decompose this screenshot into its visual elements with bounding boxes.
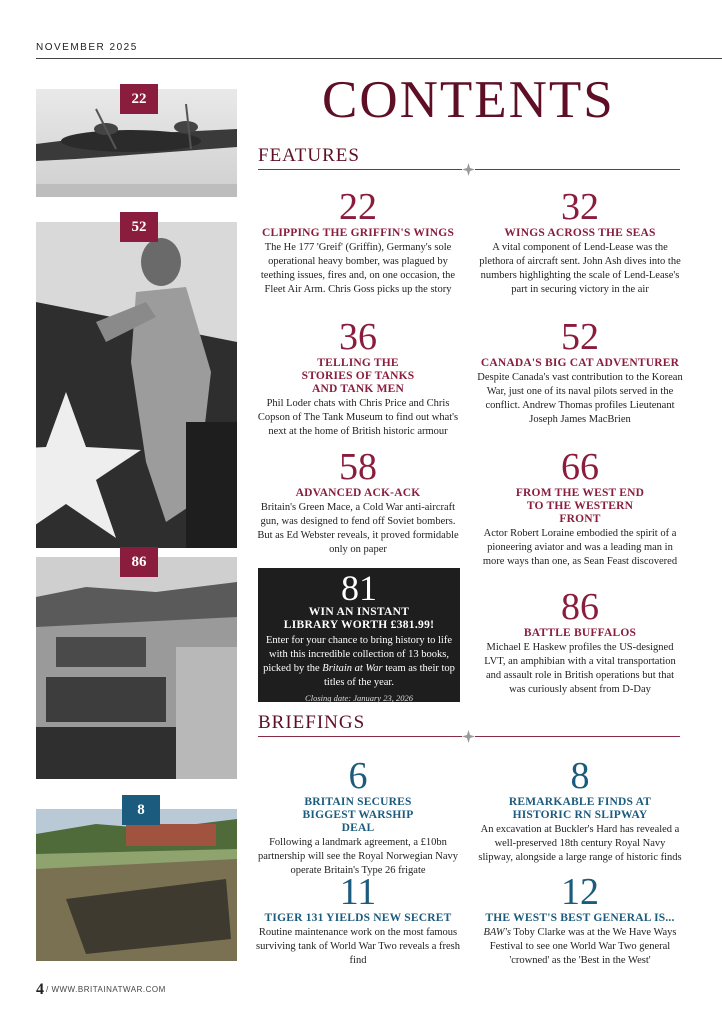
features-heading: FEATURES <box>258 145 360 166</box>
entry-page-number: 11 <box>339 871 377 913</box>
promo-description: Enter for your chance to bring history to life with this incredible collection of 13 books, picked by the Britain at War team as their top titles of the year. <box>263 635 455 688</box>
page-title: CONTENTS <box>322 71 615 129</box>
briefing-entry[interactable] <box>477 873 683 968</box>
entry-headline: TELLING THE STORIES OF TANKS AND TANK MEN <box>301 357 415 395</box>
issue-date: NOVEMBER 2025 <box>36 42 138 53</box>
feature-entry[interactable] <box>255 318 461 439</box>
entry-description: An excavation at Buckler's Hard has revealed a well-preserved 18th century Royal Navy slipway, alongside a large range of historic finds <box>478 824 682 863</box>
briefing-entry[interactable] <box>255 873 461 968</box>
cross-ornament-icon <box>462 163 475 176</box>
entry-page-number: 36 <box>339 316 377 358</box>
entry-page-number: 52 <box>561 316 599 358</box>
entry-page-number: 12 <box>561 871 599 913</box>
entry-headline: TIGER 131 YIELDS NEW SECRET <box>264 912 452 924</box>
photo-lvt-buffalos <box>36 557 237 779</box>
entry-headline: CANADA'S BIG CAT ADVENTURER <box>480 357 680 369</box>
entry-description: Despite Canada's vast contribution to the Korean War, just one of its naval pilots served in the conflict. Andrew Thomas profiles Lieutenant Joseph James MacBrien <box>477 372 683 425</box>
entry-headline: BATTLE BUFFALOS <box>523 627 637 639</box>
entry-headline: FROM THE WEST END TO THE WESTERN FRONT <box>515 487 645 525</box>
feature-entry[interactable] <box>477 448 683 569</box>
entry-description: Actor Robert Loraine embodied the spirit of a pioneering aviator and was a leading man in more ways than one, as Sean Feast discovered <box>482 528 678 567</box>
photo-badge-86: 86 <box>120 547 158 577</box>
entry-headline: WINGS ACROSS THE SEAS <box>504 227 656 239</box>
top-rule <box>36 58 722 59</box>
competition-promo[interactable] <box>258 568 460 702</box>
photo-bucklers-hard-slipway <box>36 809 237 961</box>
entry-description: BAW's Toby Clarke was at the We Have Ways Festival to see one World War Two general 'crowned' as the 'Best in the West' <box>483 927 677 966</box>
feature-entry[interactable] <box>255 188 461 297</box>
photo-badge-8: 8 <box>122 795 160 825</box>
entry-page-number: 6 <box>348 755 368 797</box>
entry-description: A vital component of Lend-Lease was the plethora of aircraft sent. John Ash dives into the numbers highlighting the scale of Lend-Lease's part in securing victory in the air <box>479 242 681 295</box>
entry-page-number: 32 <box>561 186 599 228</box>
entry-headline: THE WEST'S BEST GENERAL IS... <box>485 912 675 924</box>
entry-description: Following a landmark agreement, a £10bn partnership will see the Royal Norwegian Navy operate Britain's Type 26 frigate <box>257 837 459 876</box>
photo-badge-22: 22 <box>120 84 158 114</box>
entry-page-number: 22 <box>339 186 377 228</box>
promo-closing-date: Closing date: January 23, 2026 <box>305 693 413 703</box>
feature-entry[interactable] <box>477 188 683 297</box>
photo-pilot-aircraft <box>36 222 237 548</box>
feature-entry[interactable] <box>477 588 683 697</box>
briefing-entry[interactable] <box>477 757 683 865</box>
entry-description: The He 177 'Greif' (Griffin), Germany's sole operational heavy bomber, was plagued by teething issues, fires and, on one occasion, the Fleet Air Arm. Chris Goss picks up the story <box>260 242 456 295</box>
promo-headline: WIN AN INSTANT LIBRARY WORTH £381.99! <box>283 606 435 631</box>
briefings-heading: BRIEFINGS <box>258 712 366 733</box>
entry-page-number: 86 <box>561 586 599 628</box>
entry-headline: BRITAIN SECURES BIGGEST WARSHIP DEAL <box>302 796 414 834</box>
entry-headline: CLIPPING THE GRIFFIN'S WINGS <box>261 227 455 239</box>
feature-entry[interactable] <box>255 448 461 557</box>
entry-description: Britain's Green Mace, a Cold War anti-aircraft gun, was designed to fend off Soviet bombers. But as Ed Webster reveals, it proved formidable only on paper <box>257 502 459 555</box>
entry-description: Michael E Haskew profiles the US-designed LVT, an amphibian with a vital transportation and assault role in British operations but that was curiously absent from D-Day <box>484 642 676 695</box>
feature-entry[interactable] <box>477 318 683 427</box>
entry-page-number: 66 <box>561 446 599 488</box>
briefing-entry[interactable] <box>255 757 461 878</box>
entry-description: Phil Loder chats with Chris Price and Chris Copson of The Tank Museum to find out what's next at the home of British historic armour <box>257 398 459 437</box>
cross-ornament-icon <box>462 730 475 743</box>
entry-headline: ADVANCED ACK-ACK <box>295 487 421 499</box>
promo-page-number: 81 <box>341 568 377 608</box>
entry-description: Routine maintenance work on the most famous surviving tank of World War Two reveals a fresh find <box>255 927 461 966</box>
entry-page-number: 58 <box>339 446 377 488</box>
entry-headline: REMARKABLE FINDS AT HISTORIC RN SLIPWAY <box>508 796 652 821</box>
footer-page-number: 4 <box>36 981 44 998</box>
photo-badge-52: 52 <box>120 212 158 242</box>
entry-page-number: 8 <box>570 755 590 797</box>
footer-url[interactable]: / WWW.BRITAINATWAR.COM <box>46 985 166 994</box>
